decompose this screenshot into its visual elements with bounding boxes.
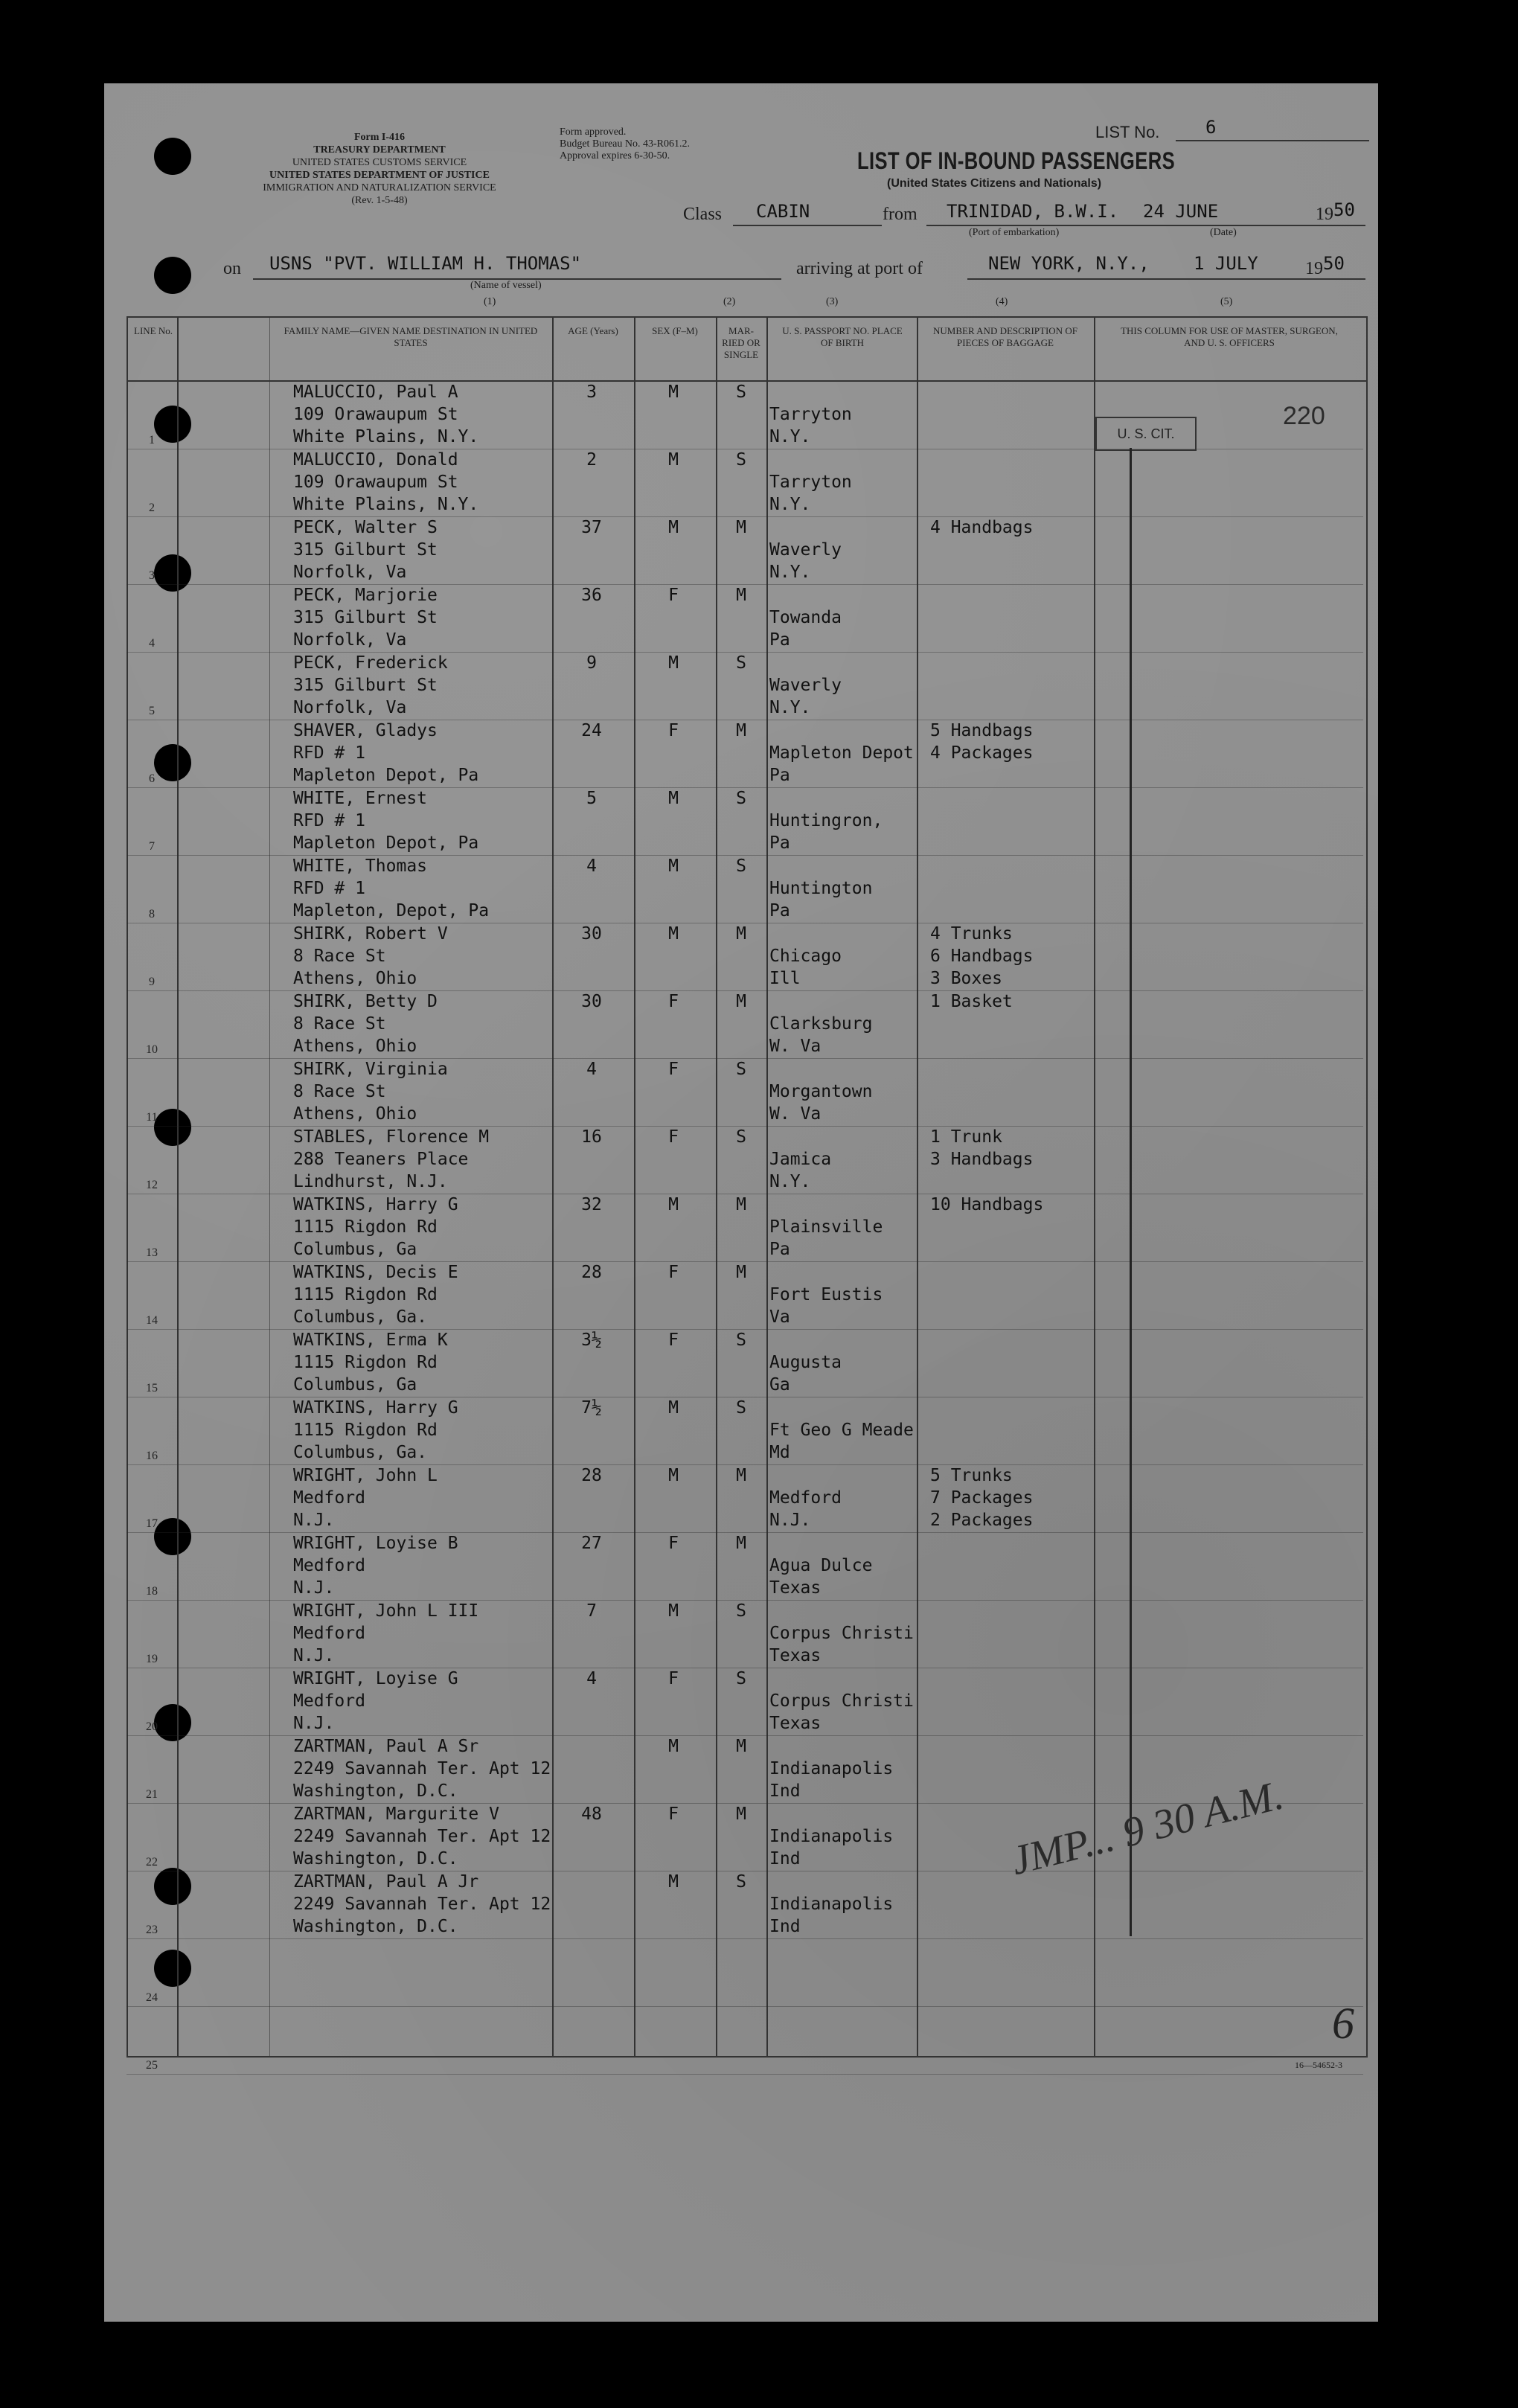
marital-status: M xyxy=(736,1466,746,1485)
sex-value: M xyxy=(668,518,679,537)
birthplace-state: Texas xyxy=(769,1714,822,1733)
binder-hole xyxy=(154,257,191,294)
birthplace-state: Ind xyxy=(769,1849,801,1869)
birthplace-state: N.Y. xyxy=(769,427,811,446)
col-num-4: (4) xyxy=(996,296,1008,307)
marital-status: M xyxy=(736,1805,746,1824)
birthplace-city: Jamica xyxy=(769,1150,832,1169)
approval-line-2: Budget Bureau No. 43-R061.2. xyxy=(560,138,690,150)
arrival-year-prefix: 19 xyxy=(1305,259,1323,278)
from-port: TRINIDAD, B.W.I. xyxy=(947,201,1119,222)
marital-status: M xyxy=(736,518,746,537)
line-number: 18 xyxy=(146,1585,158,1598)
marital-status: S xyxy=(736,1601,746,1621)
us-citizen-stamp: U. S. CIT. xyxy=(1095,417,1197,451)
line-number: 17 xyxy=(146,1517,158,1530)
address-city: White Plains, N.Y. xyxy=(293,427,479,446)
birthplace-city: Ft Geo G Meade xyxy=(769,1421,914,1440)
line-number: 4 xyxy=(149,637,155,650)
address-city: Norfolk, Va xyxy=(293,698,407,717)
birthplace-state: Texas xyxy=(769,1646,822,1665)
marital-status: M xyxy=(736,1263,746,1282)
birthplace-city: Indianapolis xyxy=(769,1827,894,1846)
from-date: 24 JUNE xyxy=(1143,201,1219,222)
age-value: 9 xyxy=(586,653,597,673)
age-value: 3 xyxy=(586,382,597,402)
address-city: Norfolk, Va xyxy=(293,630,407,650)
sex-value: F xyxy=(668,1805,679,1824)
birthplace-state: Ga xyxy=(769,1375,790,1394)
table-row xyxy=(126,1938,1363,2007)
line-number: 11 xyxy=(146,1111,158,1124)
page-title: LIST OF IN-BOUND PASSENGERS xyxy=(857,147,1176,174)
passenger-name: WATKINS, Harry G xyxy=(293,1195,458,1214)
line-number: 12 xyxy=(146,1179,158,1191)
col-num-1: (1) xyxy=(484,296,496,307)
passenger-name: ZARTMAN, Paul A Sr xyxy=(293,1737,479,1756)
address-city: Washington, D.C. xyxy=(293,1849,458,1869)
line-number: 23 xyxy=(146,1924,158,1936)
age-value: 5 xyxy=(586,789,597,808)
dept-justice: UNITED STATES DEPARTMENT OF JUSTICE xyxy=(269,170,490,181)
line-number: 16 xyxy=(146,1450,158,1462)
baggage-line-1: 10 Handbags xyxy=(930,1195,1044,1214)
birthplace-city: Towanda xyxy=(769,608,842,627)
birthplace-city: Medford xyxy=(769,1488,842,1508)
table-row xyxy=(126,652,1363,720)
passenger-name: MALUCCIO, Paul A xyxy=(293,382,458,402)
line-number: 19 xyxy=(146,1653,158,1665)
sex-value: M xyxy=(668,1872,679,1892)
address-street: 2249 Savannah Ter. Apt 12 xyxy=(293,1827,551,1846)
from-year-value: 50 xyxy=(1333,199,1355,220)
line-number: 8 xyxy=(149,908,155,920)
birthplace-city: Fort Eustis xyxy=(769,1285,883,1304)
list-no-line xyxy=(1176,140,1369,141)
line-number: 2 xyxy=(149,502,155,514)
passenger-name: STABLES, Florence M xyxy=(293,1127,490,1147)
table-row xyxy=(126,1058,1363,1127)
address-street: Medford xyxy=(293,1556,365,1575)
sex-value: M xyxy=(668,789,679,808)
table-row xyxy=(126,1464,1363,1533)
page-subtitle: (United States Citizens and Nationals) xyxy=(887,177,1102,190)
passenger-name: WRIGHT, Loyise G xyxy=(293,1669,458,1688)
birthplace-state: N.Y. xyxy=(769,495,811,514)
col-header-name: FAMILY NAME—GIVEN NAME DESTINATION IN UNITED STATES xyxy=(284,325,538,348)
birthplace-city: Chicago xyxy=(769,947,842,966)
baggage-line-1: 4 Handbags xyxy=(930,518,1034,537)
address-city: White Plains, N.Y. xyxy=(293,495,479,514)
address-city: Norfolk, Va xyxy=(293,563,407,582)
list-no-value: 6 xyxy=(1205,117,1217,138)
passenger-name: PECK, Marjorie xyxy=(293,586,438,605)
age-value: 27 xyxy=(581,1534,602,1553)
table-row xyxy=(126,720,1363,788)
vessel-caption: (Name of vessel) xyxy=(470,280,542,291)
marital-status: M xyxy=(736,924,746,944)
address-street: 315 Gilburt St xyxy=(293,676,438,695)
birthplace-city: Waverly xyxy=(769,540,842,560)
marital-status: M xyxy=(736,992,746,1011)
birthplace-city: Clarksburg xyxy=(769,1014,873,1034)
baggage-line-1: 1 Trunk xyxy=(930,1127,1002,1147)
col-header-age: AGE (Years) xyxy=(568,325,618,336)
marital-status: M xyxy=(736,721,746,740)
sex-value: F xyxy=(668,992,679,1011)
birthplace-state: Pa xyxy=(769,1240,790,1259)
address-street: 315 Gilburt St xyxy=(293,608,438,627)
vessel-name: USNS "PVT. WILLIAM H. THOMAS" xyxy=(269,253,582,274)
col-num-3: (3) xyxy=(826,296,839,307)
birthplace-state: Texas xyxy=(769,1578,822,1598)
line-number: 13 xyxy=(146,1246,158,1259)
sex-value: M xyxy=(668,653,679,673)
class-label: Class xyxy=(683,205,723,224)
age-value: 2 xyxy=(586,450,597,470)
age-value: 30 xyxy=(581,924,602,944)
address-street: 8 Race St xyxy=(293,1082,386,1101)
col-header-passport: U. S. PASSPORT NO. PLACE OF BIRTH xyxy=(782,325,903,348)
from-line xyxy=(926,225,1365,226)
age-value: 7½ xyxy=(581,1398,602,1418)
line-number: 7 xyxy=(149,840,155,853)
table-row xyxy=(126,1668,1363,1736)
baggage-line-3: 3 Boxes xyxy=(930,969,1002,988)
col-header-officers: THIS COLUMN FOR USE OF MASTER, SURGEON, AND U. S. OFFICERS xyxy=(1121,325,1338,348)
table-row xyxy=(126,1329,1363,1397)
table-row xyxy=(126,1532,1363,1601)
table-row xyxy=(126,923,1363,991)
passenger-name: WRIGHT, John L III xyxy=(293,1601,479,1621)
address-city: Columbus, Ga xyxy=(293,1375,417,1394)
address-street: 8 Race St xyxy=(293,947,386,966)
birthplace-city: Plainsville xyxy=(769,1217,883,1237)
passenger-name: WHITE, Ernest xyxy=(293,789,428,808)
baggage-line-3: 2 Packages xyxy=(930,1511,1034,1530)
birthplace-state: Md xyxy=(769,1443,790,1462)
date-caption: (Date) xyxy=(1210,227,1237,238)
address-street: 109 Orawaupum St xyxy=(293,405,458,424)
line-number: 6 xyxy=(149,772,155,785)
passenger-name: MALUCCIO, Donald xyxy=(293,450,458,470)
birthplace-state: N.J. xyxy=(769,1511,811,1530)
address-city: N.J. xyxy=(293,1714,335,1733)
passenger-name: PECK, Frederick xyxy=(293,653,448,673)
marital-status: M xyxy=(736,1195,746,1214)
baggage-line-2: 6 Handbags xyxy=(930,947,1034,966)
dept-immigration: IMMIGRATION AND NATURALIZATION SERVICE xyxy=(263,182,496,193)
line-number: 10 xyxy=(146,1043,158,1056)
birthplace-state: Pa xyxy=(769,901,790,920)
arrival-date: 1 JULY xyxy=(1194,253,1258,274)
dept-treasury: TREASURY DEPARTMENT xyxy=(313,144,446,156)
sex-value: F xyxy=(668,1060,679,1079)
address-city: Mapleton Depot, Pa xyxy=(293,766,479,785)
from-label: from xyxy=(883,205,917,224)
line-number: 24 xyxy=(146,1991,158,2004)
line-number: 14 xyxy=(146,1314,158,1327)
age-value: 16 xyxy=(581,1127,602,1147)
table-row xyxy=(126,449,1363,517)
class-value: CABIN xyxy=(756,201,810,222)
age-value: 37 xyxy=(581,518,602,537)
birthplace-city: Tarryton xyxy=(769,405,852,424)
address-city: Athens, Ohio xyxy=(293,969,417,988)
birthplace-state: N.Y. xyxy=(769,698,811,717)
col-header-sex: SEX (F–M) xyxy=(652,325,698,336)
sex-value: F xyxy=(668,721,679,740)
birthplace-state: Ind xyxy=(769,1781,801,1801)
col-header-line: LINE No. xyxy=(134,325,173,336)
col-num-5: (5) xyxy=(1220,296,1233,307)
birthplace-city: Huntington xyxy=(769,879,873,898)
table-row xyxy=(126,1194,1363,1262)
arrival-port: NEW YORK, N.Y., xyxy=(988,253,1150,274)
birthplace-state: Pa xyxy=(769,766,790,785)
marital-status: S xyxy=(736,382,746,402)
address-street: 315 Gilburt St xyxy=(293,540,438,560)
marital-status: S xyxy=(736,1669,746,1688)
age-value: 32 xyxy=(581,1195,602,1214)
address-street: 8 Race St xyxy=(293,1014,386,1034)
sex-value: M xyxy=(668,450,679,470)
officer-signature: JMP... 9 30 A.M. xyxy=(1006,1772,1288,1885)
form-number: Form I-416 xyxy=(353,132,406,143)
col-num-2: (2) xyxy=(723,296,736,307)
age-value: 24 xyxy=(581,721,602,740)
passenger-name: ZARTMAN, Margurite V xyxy=(293,1805,499,1824)
marital-status: S xyxy=(736,789,746,808)
table-row xyxy=(126,855,1363,923)
stamp-count: 220 xyxy=(1283,402,1325,430)
birthplace-state: Ill xyxy=(769,969,801,988)
address-street: Medford xyxy=(293,1624,365,1643)
sex-value: M xyxy=(668,856,679,876)
birthplace-city: Waverly xyxy=(769,676,842,695)
age-value: 28 xyxy=(581,1263,602,1282)
form-approval xyxy=(560,127,690,162)
marital-status: S xyxy=(736,1127,746,1147)
arriving-label: arriving at port of xyxy=(796,259,923,278)
address-street: RFD # 1 xyxy=(293,811,365,830)
passenger-name: WHITE, Thomas xyxy=(293,856,428,876)
baggage-line-1: 5 Trunks xyxy=(930,1466,1013,1485)
line-number: 3 xyxy=(149,569,155,582)
sex-value: M xyxy=(668,1398,679,1418)
marital-status: S xyxy=(736,1060,746,1079)
address-city: N.J. xyxy=(293,1511,335,1530)
birthplace-city: Morgantown xyxy=(769,1082,873,1101)
marital-status: S xyxy=(736,653,746,673)
passenger-name: WRIGHT, John L xyxy=(293,1466,438,1485)
sex-value: M xyxy=(668,1601,679,1621)
marital-status: S xyxy=(736,1331,746,1350)
table-row xyxy=(126,1126,1363,1194)
address-city: Washington, D.C. xyxy=(293,1917,458,1936)
address-city: Athens, Ohio xyxy=(293,1037,417,1056)
line-number: 1 xyxy=(149,434,155,446)
marital-status: S xyxy=(736,450,746,470)
line-number: 15 xyxy=(146,1382,158,1394)
address-street: 109 Orawaupum St xyxy=(293,473,458,492)
baggage-line-1: 5 Handbags xyxy=(930,721,1034,740)
line-number: 9 xyxy=(149,976,155,988)
line-number: 20 xyxy=(146,1720,158,1733)
form-info xyxy=(223,131,536,207)
age-value: 3½ xyxy=(581,1331,602,1350)
form-revision: (Rev. 1-5-48) xyxy=(351,195,408,206)
baggage-line-1: 4 Trunks xyxy=(930,924,1013,944)
sex-value: F xyxy=(668,1263,679,1282)
table-row xyxy=(126,990,1363,1059)
line-number: 21 xyxy=(146,1788,158,1801)
passenger-name: WATKINS, Erma K xyxy=(293,1331,448,1350)
port-caption: (Port of embarkation) xyxy=(969,227,1060,238)
age-value: 36 xyxy=(581,586,602,605)
table-row xyxy=(126,1397,1363,1465)
list-no-label: LIST No. xyxy=(1095,123,1160,141)
from-year-prefix: 19 xyxy=(1316,205,1333,224)
bracket-line xyxy=(1130,448,1132,1936)
age-value: 4 xyxy=(586,856,597,876)
birthplace-state: Ind xyxy=(769,1917,801,1936)
address-city: Columbus, Ga xyxy=(293,1240,417,1259)
birthplace-city: Augusta xyxy=(769,1353,842,1372)
address-city: Columbus, Ga. xyxy=(293,1307,428,1327)
age-value: 28 xyxy=(581,1466,602,1485)
age-value: 48 xyxy=(581,1805,602,1824)
passenger-name: PECK, Walter S xyxy=(293,518,438,537)
address-city: N.J. xyxy=(293,1578,335,1598)
address-street: RFD # 1 xyxy=(293,879,365,898)
sex-value: M xyxy=(668,382,679,402)
passenger-name: SHIRK, Betty D xyxy=(293,992,438,1011)
birthplace-city: Indianapolis xyxy=(769,1759,894,1778)
sex-value: M xyxy=(668,1466,679,1485)
address-city: N.J. xyxy=(293,1646,335,1665)
address-city: Mapleton, Depot, Pa xyxy=(293,901,490,920)
address-street: 1115 Rigdon Rd xyxy=(293,1217,438,1237)
table-row xyxy=(126,1600,1363,1668)
sex-value: F xyxy=(668,1669,679,1688)
page-mark: 6 xyxy=(1332,1999,1354,2048)
col-header-married: MAR-RIED OR SINGLE xyxy=(722,325,760,360)
sex-value: F xyxy=(668,1534,679,1553)
birthplace-city: Tarryton xyxy=(769,473,852,492)
address-street: 1115 Rigdon Rd xyxy=(293,1421,438,1440)
sex-value: M xyxy=(668,1737,679,1756)
birthplace-state: Pa xyxy=(769,833,790,853)
birthplace-city: Mapleton Depot xyxy=(769,743,914,763)
address-city: Columbus, Ga. xyxy=(293,1443,428,1462)
line-number: 25 xyxy=(146,2059,158,2072)
line-number: 22 xyxy=(146,1856,158,1869)
sex-value: M xyxy=(668,924,679,944)
sex-value: M xyxy=(668,1195,679,1214)
on-label: on xyxy=(223,259,241,278)
birthplace-state: N.Y. xyxy=(769,1172,811,1191)
age-value: 30 xyxy=(581,992,602,1011)
marital-status: M xyxy=(736,1534,746,1553)
marital-status: M xyxy=(736,586,746,605)
address-street: 2249 Savannah Ter. Apt 12 xyxy=(293,1759,551,1778)
address-city: Lindhurst, N.J. xyxy=(293,1172,448,1191)
table-row xyxy=(126,787,1363,856)
age-value: 4 xyxy=(586,1669,597,1688)
birthplace-city: Agua Dulce xyxy=(769,1556,873,1575)
birthplace-state: Pa xyxy=(769,630,790,650)
birthplace-state: W. Va xyxy=(769,1104,822,1124)
table-row xyxy=(126,2006,1363,2075)
col-header-baggage: NUMBER AND DESCRIPTION OF PIECES OF BAGGAGE xyxy=(933,325,1077,348)
marital-status: S xyxy=(736,1398,746,1418)
address-street: 2249 Savannah Ter. Apt 12 xyxy=(293,1895,551,1914)
baggage-line-2: 4 Packages xyxy=(930,743,1034,763)
age-value: 4 xyxy=(586,1060,597,1079)
table-row xyxy=(126,516,1363,585)
birthplace-city: Corpus Christi xyxy=(769,1624,914,1643)
table-row xyxy=(126,1261,1363,1330)
birthplace-state: N.Y. xyxy=(769,563,811,582)
passenger-name: WRIGHT, Loyise B xyxy=(293,1534,458,1553)
birthplace-city: Indianapolis xyxy=(769,1895,894,1914)
passenger-name: SHAVER, Gladys xyxy=(293,721,438,740)
address-street: 1115 Rigdon Rd xyxy=(293,1353,438,1372)
passenger-name: WATKINS, Decis E xyxy=(293,1263,458,1282)
footer-code: 16—54652-3 xyxy=(1295,2060,1342,2070)
address-city: Mapleton Depot, Pa xyxy=(293,833,479,853)
birthplace-state: Va xyxy=(769,1307,790,1327)
sex-value: F xyxy=(668,1127,679,1147)
table-row xyxy=(126,584,1363,653)
address-street: 288 Teaners Place xyxy=(293,1150,469,1169)
marital-status: S xyxy=(736,1872,746,1892)
address-street: Medford xyxy=(293,1691,365,1711)
birthplace-city: Huntingron, xyxy=(769,811,883,830)
passenger-name: SHIRK, Robert V xyxy=(293,924,448,944)
address-city: Athens, Ohio xyxy=(293,1104,417,1124)
birthplace-city: Corpus Christi xyxy=(769,1691,914,1711)
address-street: Medford xyxy=(293,1488,365,1508)
age-value: 7 xyxy=(586,1601,597,1621)
line-number: 5 xyxy=(149,705,155,717)
sex-value: F xyxy=(668,586,679,605)
table-row xyxy=(126,1871,1363,1939)
baggage-line-1: 1 Basket xyxy=(930,992,1013,1011)
marital-status: M xyxy=(736,1737,746,1756)
binder-hole xyxy=(154,138,191,175)
arrival-year-value: 50 xyxy=(1323,253,1345,274)
baggage-line-2: 3 Handbags xyxy=(930,1150,1034,1169)
baggage-line-2: 7 Packages xyxy=(930,1488,1034,1508)
dept-customs: UNITED STATES CUSTOMS SERVICE xyxy=(292,157,467,168)
passenger-name: ZARTMAN, Paul A Jr xyxy=(293,1872,479,1892)
approval-line-3: Approval expires 6-30-50. xyxy=(560,150,670,161)
sex-value: F xyxy=(668,1331,679,1350)
passenger-name: SHIRK, Virginia xyxy=(293,1060,448,1079)
marital-status: S xyxy=(736,856,746,876)
class-line xyxy=(733,225,882,226)
address-street: RFD # 1 xyxy=(293,743,365,763)
birthplace-state: W. Va xyxy=(769,1037,822,1056)
passenger-name: WATKINS, Harry G xyxy=(293,1398,458,1418)
approval-line-1: Form approved. xyxy=(560,127,627,138)
address-city: Washington, D.C. xyxy=(293,1781,458,1801)
address-street: 1115 Rigdon Rd xyxy=(293,1285,438,1304)
table-row xyxy=(126,1735,1363,1804)
